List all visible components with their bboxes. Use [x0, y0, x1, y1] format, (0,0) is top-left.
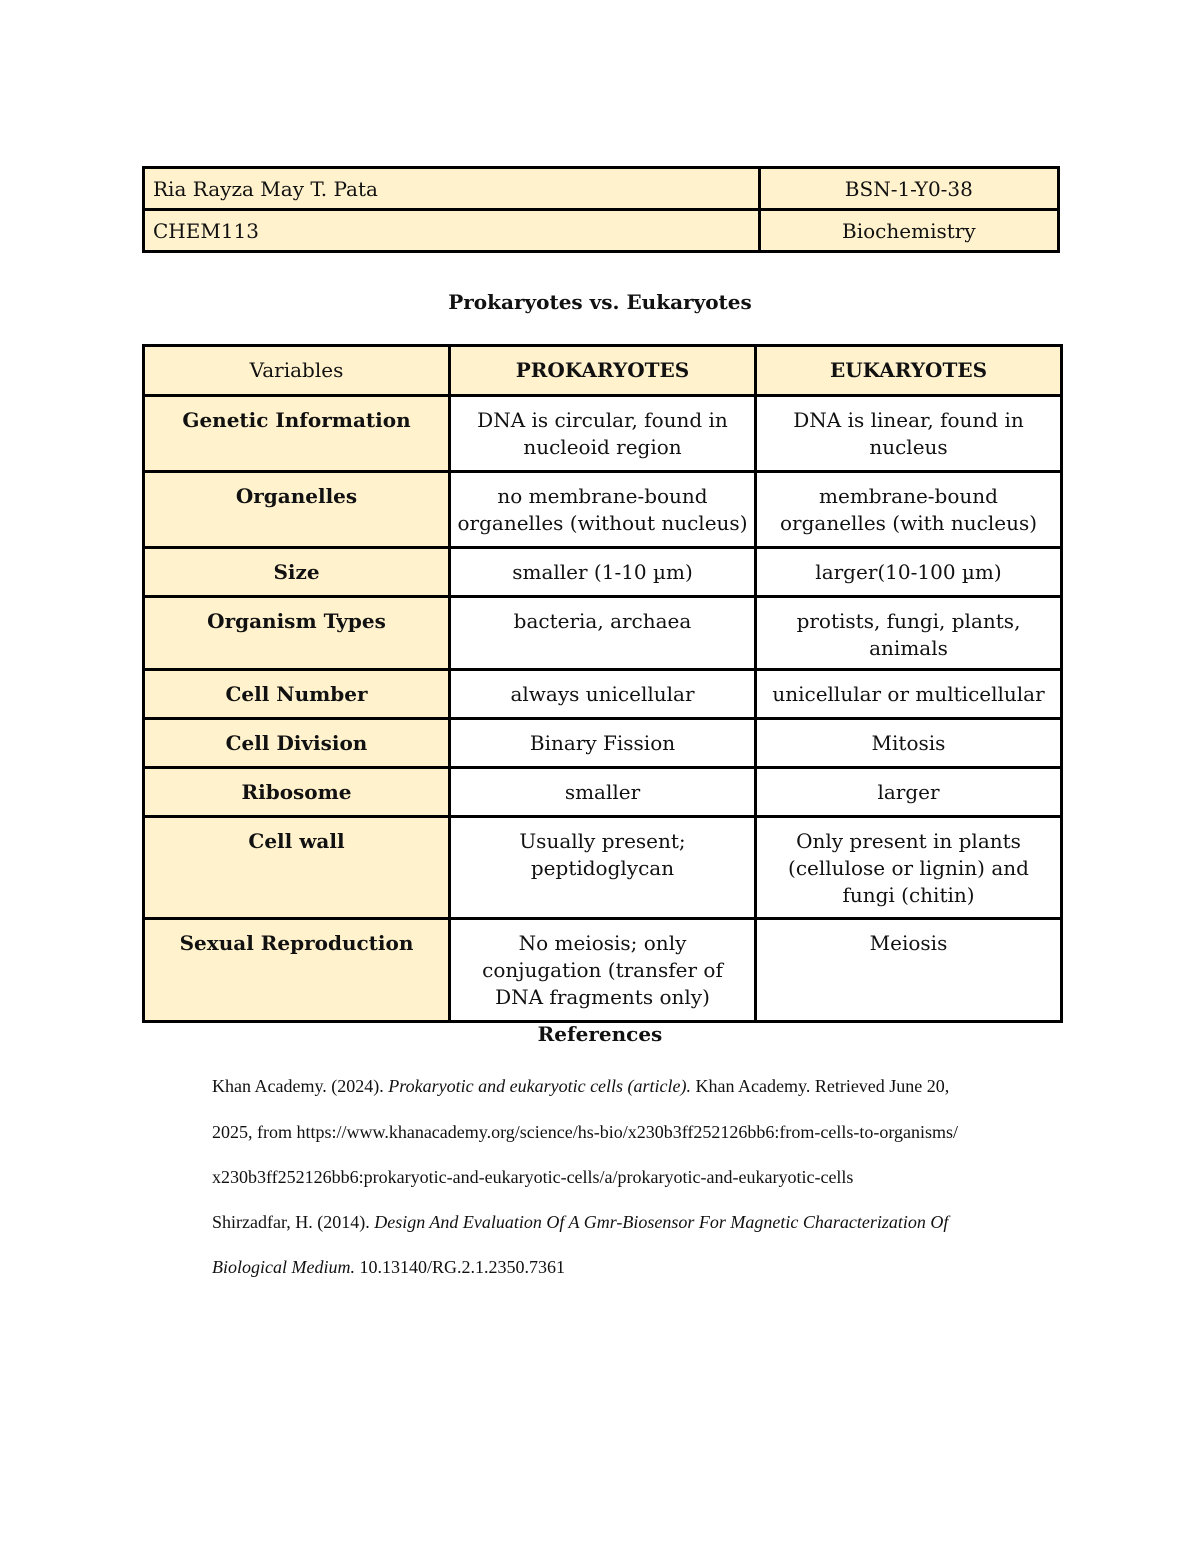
ref2-authors: Shirzadfar, H. (2014). — [212, 1212, 375, 1232]
course-code: CHEM113 — [144, 210, 760, 252]
header-prokaryotes: PROKARYOTES — [450, 346, 756, 396]
row-prokaryotes: always unicellular — [450, 670, 756, 719]
ref1-authors: Khan Academy. (2024). — [212, 1076, 389, 1096]
row-eukaryotes: membrane-bound organelles (with nucleus) — [756, 472, 1062, 548]
ref2-title: Design And Evaluation Of A Gmr-Biosensor For Magnetic Characterization Of — [374, 1212, 949, 1232]
header-eukaryotes: EUKARYOTES — [756, 346, 1062, 396]
section-code: BSN-1-Y0-38 — [759, 168, 1058, 210]
row-prokaryotes: smaller — [450, 768, 756, 817]
reference-2-line-2 — [212, 1257, 565, 1278]
reference-1-line-1 — [212, 1076, 949, 1097]
row-prokaryotes: bacteria, archaea — [450, 597, 756, 670]
references-heading: References — [537, 1022, 663, 1046]
row-variable: Cell wall — [144, 817, 450, 919]
row-variable: Sexual Reproduction — [144, 919, 450, 1022]
table-row — [144, 719, 1062, 768]
table-row — [144, 919, 1062, 1022]
table-row — [144, 768, 1062, 817]
row-prokaryotes: Usually present; peptidoglycan — [450, 817, 756, 919]
course-name: Biochemistry — [759, 210, 1058, 252]
row-eukaryotes: Only present in plants (cellulose or lignin) and fungi (chitin) — [756, 817, 1062, 919]
table-row — [144, 396, 1062, 472]
ref2-title-cont: Biological Medium. — [212, 1257, 355, 1277]
row-variable: Cell Number — [144, 670, 450, 719]
info-row — [144, 210, 1059, 252]
row-eukaryotes: protists, fungi, plants, animals — [756, 597, 1062, 670]
table-row — [144, 597, 1062, 670]
row-prokaryotes: smaller (1-10 µm) — [450, 548, 756, 597]
row-variable: Size — [144, 548, 450, 597]
ref2-doi: 10.13140/RG.2.1.2350.7361 — [354, 1257, 565, 1277]
table-row — [144, 548, 1062, 597]
table-row — [144, 817, 1062, 919]
reference-1-line-3[interactable]: x230b3ff252126bb6:prokaryotic-and-eukaryotic-cells/a/prokaryotic-and-eukaryotic-cells — [212, 1167, 854, 1187]
info-row — [144, 168, 1059, 210]
row-variable: Cell Division — [144, 719, 450, 768]
page-title: Prokaryotes vs. Eukaryotes — [448, 290, 752, 314]
ref1-publisher: Khan Academy. Retrieved June 20, — [691, 1076, 950, 1096]
row-eukaryotes: larger(10-100 µm) — [756, 548, 1062, 597]
reference-1-line-2[interactable]: 2025, from https://www.khanacademy.org/science/hs-bio/x230b3ff252126bb6:from-cells-to-organisms/ — [212, 1122, 959, 1142]
row-variable: Organism Types — [144, 597, 450, 670]
row-prokaryotes: Binary Fission — [450, 719, 756, 768]
row-variable: Organelles — [144, 472, 450, 548]
row-eukaryotes: unicellular or multicellular — [756, 670, 1062, 719]
student-info-table — [142, 166, 1060, 253]
row-eukaryotes: DNA is linear, found in nucleus — [756, 396, 1062, 472]
row-prokaryotes: No meiosis; only conjugation (transfer of DNA fragments only) — [450, 919, 756, 1022]
reference-2-line-1 — [212, 1212, 948, 1233]
table-row — [144, 472, 1062, 548]
table-header-row — [144, 346, 1062, 396]
row-variable: Genetic Information — [144, 396, 450, 472]
header-variables: Variables — [144, 346, 450, 396]
student-name: Ria Rayza May T. Pata — [144, 168, 760, 210]
row-variable: Ribosome — [144, 768, 450, 817]
row-eukaryotes: larger — [756, 768, 1062, 817]
row-eukaryotes: Meiosis — [756, 919, 1062, 1022]
table-row — [144, 670, 1062, 719]
row-prokaryotes: no membrane-bound organelles (without nucleus) — [450, 472, 756, 548]
row-prokaryotes: DNA is circular, found in nucleoid region — [450, 396, 756, 472]
row-eukaryotes: Mitosis — [756, 719, 1062, 768]
comparison-table — [142, 344, 1063, 1023]
ref1-title: Prokaryotic and eukaryotic cells (article). — [388, 1076, 692, 1096]
